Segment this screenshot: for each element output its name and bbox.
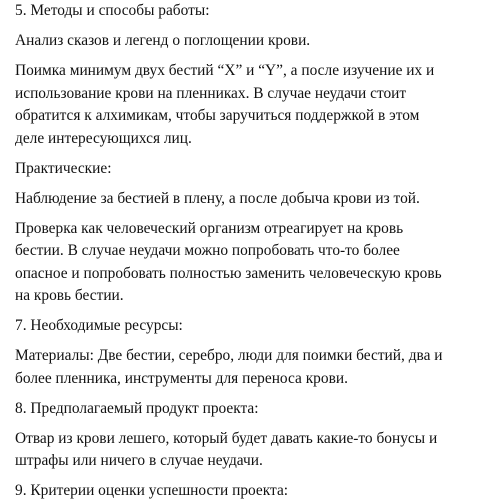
text-line: 8. Предполагаемый продукт проекта: xyxy=(15,399,259,417)
text-line: штрафы или ничего в случае неудачи. xyxy=(15,452,263,469)
text-line: бестии. В случае неудачи можно попробовать что-то более xyxy=(15,242,400,259)
paragraph-materials xyxy=(15,345,495,390)
section-heading-product xyxy=(15,398,495,421)
section-heading-criteria xyxy=(15,480,495,503)
subheading-practical xyxy=(15,158,495,181)
text-line: на кровь бестии. xyxy=(15,287,124,304)
paragraph-observation xyxy=(15,188,495,211)
text-line: Наблюдение за бестией в плену, а после добыча крови из той. xyxy=(15,189,420,207)
text-line: 7. Необходимые ресурсы: xyxy=(15,317,183,334)
paragraph-product xyxy=(15,428,495,473)
text-line: использование крови на пленниках. В случае неудачи стоит xyxy=(15,84,407,102)
text-line: Поимка минимум двух бестий “X” и “Y”, а после изучение их и xyxy=(15,62,435,79)
text-line: Материалы: Две бестии, серебро, люди для поимки бестий, два и xyxy=(15,347,443,364)
text-line: Проверка как человеческий организм отреагирует на кровь xyxy=(15,219,404,237)
section-heading-methods xyxy=(15,0,495,23)
document-body xyxy=(15,0,495,503)
text-line: Анализ сказов и легенд о поглощении крови. xyxy=(15,32,311,49)
text-line: Отвар из крови лешего, который будет давать какие-то бонусы и xyxy=(15,429,438,447)
text-line: опасное и попробовать полностью заменить человеческую кровь xyxy=(15,264,442,282)
text-line: более пленника, инструменты для переноса крови. xyxy=(15,369,348,387)
text-line: 9. Критерии оценки успешности проекта: xyxy=(15,482,289,499)
paragraph-capture xyxy=(15,60,495,150)
section-heading-resources xyxy=(15,315,495,338)
text-line: 5. Методы и способы работы: xyxy=(15,2,210,19)
paragraph-testing xyxy=(15,218,495,308)
text-line: обратится к алхимикам, чтобы заручиться поддержкой в этом xyxy=(15,107,420,124)
paragraph-analysis xyxy=(15,30,495,53)
text-line: Практические: xyxy=(15,159,112,177)
text-line: деле интересующихся лиц. xyxy=(15,129,192,147)
